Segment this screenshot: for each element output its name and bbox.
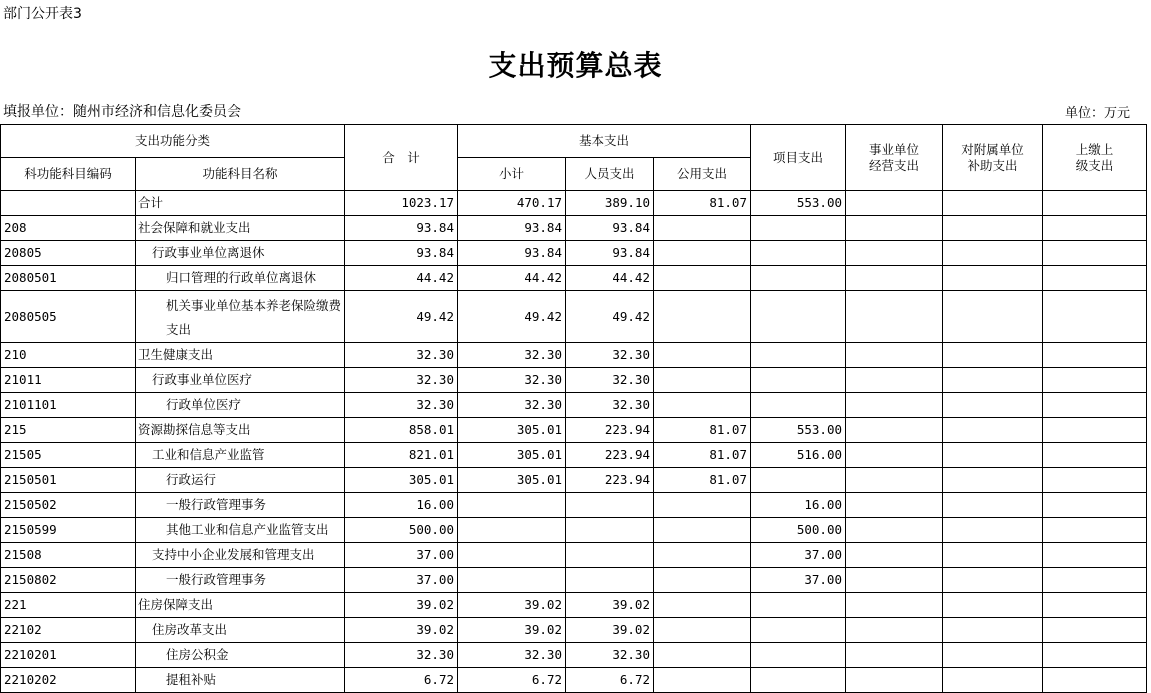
- cell-business: [846, 443, 943, 468]
- cell-name: 合计: [136, 191, 345, 216]
- header-code: 科功能科目编码: [1, 158, 136, 191]
- cell-business: [846, 393, 943, 418]
- cell-project: [751, 241, 846, 266]
- cell-remit: [1043, 418, 1147, 443]
- cell-subsidy: [943, 668, 1043, 693]
- cell-subtotal: 93.84: [458, 216, 566, 241]
- table-row: [1, 291, 1147, 343]
- cell-name: 住房改革支出: [136, 618, 345, 643]
- cell-subtotal: 32.30: [458, 343, 566, 368]
- cell-project: [751, 368, 846, 393]
- header-personnel: 人员支出: [566, 158, 654, 191]
- cell-public: [654, 668, 751, 693]
- cell-personnel: 39.02: [566, 593, 654, 618]
- cell-business: [846, 216, 943, 241]
- cell-subtotal: 6.72: [458, 668, 566, 693]
- cell-public: [654, 493, 751, 518]
- cell-total: 49.42: [345, 291, 458, 343]
- cell-code: 21505: [1, 443, 136, 468]
- cell-subsidy: [943, 291, 1043, 343]
- cell-code: 2210202: [1, 668, 136, 693]
- cell-subtotal: 305.01: [458, 418, 566, 443]
- table-row: [1, 668, 1147, 693]
- cell-subtotal: 49.42: [458, 291, 566, 343]
- table-row: [1, 543, 1147, 568]
- cell-project: 37.00: [751, 568, 846, 593]
- cell-personnel: [566, 493, 654, 518]
- cell-name: 归口管理的行政单位离退休: [136, 266, 345, 291]
- cell-total: 500.00: [345, 518, 458, 543]
- cell-code: 2080505: [1, 291, 136, 343]
- cell-personnel: 39.02: [566, 618, 654, 643]
- cell-subtotal: [458, 568, 566, 593]
- table-row: [1, 191, 1147, 216]
- cell-code: 2150599: [1, 518, 136, 543]
- cell-business: [846, 468, 943, 493]
- cell-code: 215: [1, 418, 136, 443]
- cell-project: [751, 668, 846, 693]
- cell-code: 2150501: [1, 468, 136, 493]
- cell-subsidy: [943, 643, 1043, 668]
- cell-project: 553.00: [751, 191, 846, 216]
- cell-personnel: 223.94: [566, 443, 654, 468]
- cell-code: 210: [1, 343, 136, 368]
- cell-code: 208: [1, 216, 136, 241]
- cell-public: [654, 518, 751, 543]
- cell-personnel: [566, 543, 654, 568]
- document-number-label: 部门公开表3: [3, 6, 82, 22]
- cell-project: [751, 291, 846, 343]
- cell-code: 2101101: [1, 393, 136, 418]
- cell-personnel: [566, 518, 654, 543]
- cell-total: 93.84: [345, 216, 458, 241]
- cell-subtotal: [458, 493, 566, 518]
- cell-subsidy: [943, 468, 1043, 493]
- cell-project: [751, 618, 846, 643]
- cell-code: 22102: [1, 618, 136, 643]
- cell-public: 81.07: [654, 443, 751, 468]
- cell-total: 37.00: [345, 568, 458, 593]
- cell-business: [846, 343, 943, 368]
- cell-total: 821.01: [345, 443, 458, 468]
- cell-name: 行政单位医疗: [136, 393, 345, 418]
- cell-name: 住房保障支出: [136, 593, 345, 618]
- header-project: 项目支出: [751, 125, 846, 191]
- cell-subsidy: [943, 618, 1043, 643]
- cell-personnel: 32.30: [566, 643, 654, 668]
- cell-personnel: 44.42: [566, 266, 654, 291]
- cell-remit: [1043, 266, 1147, 291]
- cell-project: [751, 343, 846, 368]
- cell-personnel: 49.42: [566, 291, 654, 343]
- cell-remit: [1043, 443, 1147, 468]
- cell-name: 支持中小企业发展和管理支出: [136, 543, 345, 568]
- cell-code: 2150802: [1, 568, 136, 593]
- cell-personnel: 32.30: [566, 393, 654, 418]
- cell-business: [846, 266, 943, 291]
- cell-subsidy: [943, 568, 1043, 593]
- cell-public: [654, 393, 751, 418]
- cell-subsidy: [943, 393, 1043, 418]
- cell-personnel: 32.30: [566, 368, 654, 393]
- cell-project: 553.00: [751, 418, 846, 443]
- header-business: 事业单位 经营支出: [846, 125, 943, 191]
- cell-public: [654, 568, 751, 593]
- cell-public: [654, 368, 751, 393]
- table-row: [1, 443, 1147, 468]
- cell-subsidy: [943, 216, 1043, 241]
- cell-personnel: 32.30: [566, 343, 654, 368]
- table-row: [1, 468, 1147, 493]
- cell-name: 行政事业单位医疗: [136, 368, 345, 393]
- cell-total: 6.72: [345, 668, 458, 693]
- cell-subsidy: [943, 191, 1043, 216]
- cell-project: 500.00: [751, 518, 846, 543]
- cell-remit: [1043, 291, 1147, 343]
- cell-total: 858.01: [345, 418, 458, 443]
- cell-name: 卫生健康支出: [136, 343, 345, 368]
- cell-name: 一般行政管理事务: [136, 493, 345, 518]
- cell-remit: [1043, 393, 1147, 418]
- cell-total: 16.00: [345, 493, 458, 518]
- cell-remit: [1043, 643, 1147, 668]
- cell-remit: [1043, 191, 1147, 216]
- cell-project: [751, 593, 846, 618]
- cell-name: 社会保障和就业支出: [136, 216, 345, 241]
- cell-personnel: 223.94: [566, 468, 654, 493]
- header-remit: 上缴上 级支出: [1043, 125, 1147, 191]
- header-category: 支出功能分类: [1, 125, 345, 158]
- cell-public: 81.07: [654, 468, 751, 493]
- cell-total: 32.30: [345, 393, 458, 418]
- cell-subtotal: 39.02: [458, 618, 566, 643]
- cell-name: 机关事业单位基本养老保险缴费支出: [136, 291, 345, 343]
- cell-total: 305.01: [345, 468, 458, 493]
- cell-subtotal: 93.84: [458, 241, 566, 266]
- cell-name: 住房公积金: [136, 643, 345, 668]
- cell-total: 1023.17: [345, 191, 458, 216]
- table-row: [1, 618, 1147, 643]
- cell-subtotal: 44.42: [458, 266, 566, 291]
- cell-subtotal: 32.30: [458, 393, 566, 418]
- cell-remit: [1043, 668, 1147, 693]
- cell-subsidy: [943, 343, 1043, 368]
- cell-business: [846, 668, 943, 693]
- cell-business: [846, 543, 943, 568]
- cell-total: 44.42: [345, 266, 458, 291]
- cell-business: [846, 368, 943, 393]
- table-row: [1, 593, 1147, 618]
- cell-business: [846, 643, 943, 668]
- cell-subsidy: [943, 266, 1043, 291]
- cell-subsidy: [943, 241, 1043, 266]
- cell-remit: [1043, 518, 1147, 543]
- cell-code: 2210201: [1, 643, 136, 668]
- cell-subtotal: [458, 543, 566, 568]
- cell-public: [654, 343, 751, 368]
- cell-public: [654, 216, 751, 241]
- cell-remit: [1043, 543, 1147, 568]
- header-subsidy: 对附属单位 补助支出: [943, 125, 1043, 191]
- cell-subtotal: 39.02: [458, 593, 566, 618]
- cell-business: [846, 291, 943, 343]
- cell-total: 37.00: [345, 543, 458, 568]
- cell-name: 行政运行: [136, 468, 345, 493]
- cell-subsidy: [943, 543, 1043, 568]
- cell-personnel: 6.72: [566, 668, 654, 693]
- cell-project: [751, 643, 846, 668]
- cell-personnel: 223.94: [566, 418, 654, 443]
- cell-code: 21011: [1, 368, 136, 393]
- page-title: 支出预算总表: [488, 49, 663, 82]
- cell-project: 16.00: [751, 493, 846, 518]
- cell-name: 其他工业和信息产业监管支出: [136, 518, 345, 543]
- cell-name: 资源勘探信息等支出: [136, 418, 345, 443]
- table-row: [1, 343, 1147, 368]
- cell-subtotal: 470.17: [458, 191, 566, 216]
- cell-code: 2080501: [1, 266, 136, 291]
- table-row: [1, 368, 1147, 393]
- table-row: [1, 418, 1147, 443]
- cell-subsidy: [943, 518, 1043, 543]
- cell-remit: [1043, 368, 1147, 393]
- cell-personnel: 389.10: [566, 191, 654, 216]
- cell-subtotal: 32.30: [458, 643, 566, 668]
- cell-remit: [1043, 593, 1147, 618]
- cell-remit: [1043, 468, 1147, 493]
- cell-personnel: 93.84: [566, 216, 654, 241]
- cell-name: 提租补贴: [136, 668, 345, 693]
- cell-personnel: 93.84: [566, 241, 654, 266]
- cell-name: 工业和信息产业监管: [136, 443, 345, 468]
- table-row: [1, 518, 1147, 543]
- cell-business: [846, 518, 943, 543]
- cell-project: [751, 393, 846, 418]
- cell-subtotal: 305.01: [458, 468, 566, 493]
- cell-subsidy: [943, 368, 1043, 393]
- cell-project: [751, 266, 846, 291]
- cell-name: 一般行政管理事务: [136, 568, 345, 593]
- cell-project: [751, 216, 846, 241]
- header-basic: 基本支出: [458, 125, 751, 158]
- cell-subsidy: [943, 593, 1043, 618]
- cell-remit: [1043, 493, 1147, 518]
- cell-public: [654, 593, 751, 618]
- table-row: [1, 216, 1147, 241]
- cell-subsidy: [943, 418, 1043, 443]
- cell-public: [654, 241, 751, 266]
- cell-total: 39.02: [345, 593, 458, 618]
- cell-business: [846, 568, 943, 593]
- cell-total: 93.84: [345, 241, 458, 266]
- table-row: [1, 266, 1147, 291]
- table-row: [1, 568, 1147, 593]
- budget-table: [0, 124, 1147, 693]
- cell-business: [846, 191, 943, 216]
- cell-name: 行政事业单位离退休: [136, 241, 345, 266]
- cell-business: [846, 418, 943, 443]
- cell-project: [751, 468, 846, 493]
- cell-code: 221: [1, 593, 136, 618]
- cell-code: [1, 191, 136, 216]
- cell-total: 32.30: [345, 643, 458, 668]
- cell-public: [654, 618, 751, 643]
- cell-business: [846, 618, 943, 643]
- table-row: [1, 241, 1147, 266]
- table-row: [1, 643, 1147, 668]
- header-public: 公用支出: [654, 158, 751, 191]
- cell-business: [846, 241, 943, 266]
- cell-subsidy: [943, 493, 1043, 518]
- cell-total: 39.02: [345, 618, 458, 643]
- header-subtotal: 小计: [458, 158, 566, 191]
- cell-business: [846, 593, 943, 618]
- cell-remit: [1043, 618, 1147, 643]
- table-row: [1, 493, 1147, 518]
- currency-unit: 单位：万元: [1065, 106, 1131, 121]
- cell-personnel: [566, 568, 654, 593]
- cell-public: 81.07: [654, 418, 751, 443]
- cell-public: [654, 643, 751, 668]
- cell-code: 20805: [1, 241, 136, 266]
- cell-code: 21508: [1, 543, 136, 568]
- cell-public: 81.07: [654, 191, 751, 216]
- table-row: [1, 393, 1147, 418]
- cell-remit: [1043, 568, 1147, 593]
- cell-remit: [1043, 241, 1147, 266]
- cell-business: [846, 493, 943, 518]
- cell-code: 2150502: [1, 493, 136, 518]
- cell-public: [654, 543, 751, 568]
- reporting-unit: 填报单位：随州市经济和信息化委员会: [3, 104, 241, 120]
- cell-remit: [1043, 343, 1147, 368]
- cell-subsidy: [943, 443, 1043, 468]
- cell-remit: [1043, 216, 1147, 241]
- cell-subtotal: 32.30: [458, 368, 566, 393]
- cell-public: [654, 266, 751, 291]
- cell-project: 516.00: [751, 443, 846, 468]
- cell-project: 37.00: [751, 543, 846, 568]
- cell-subtotal: [458, 518, 566, 543]
- cell-public: [654, 291, 751, 343]
- header-name: 功能科目名称: [136, 158, 345, 191]
- header-total: 合 计: [345, 125, 458, 191]
- cell-total: 32.30: [345, 343, 458, 368]
- cell-total: 32.30: [345, 368, 458, 393]
- cell-subtotal: 305.01: [458, 443, 566, 468]
